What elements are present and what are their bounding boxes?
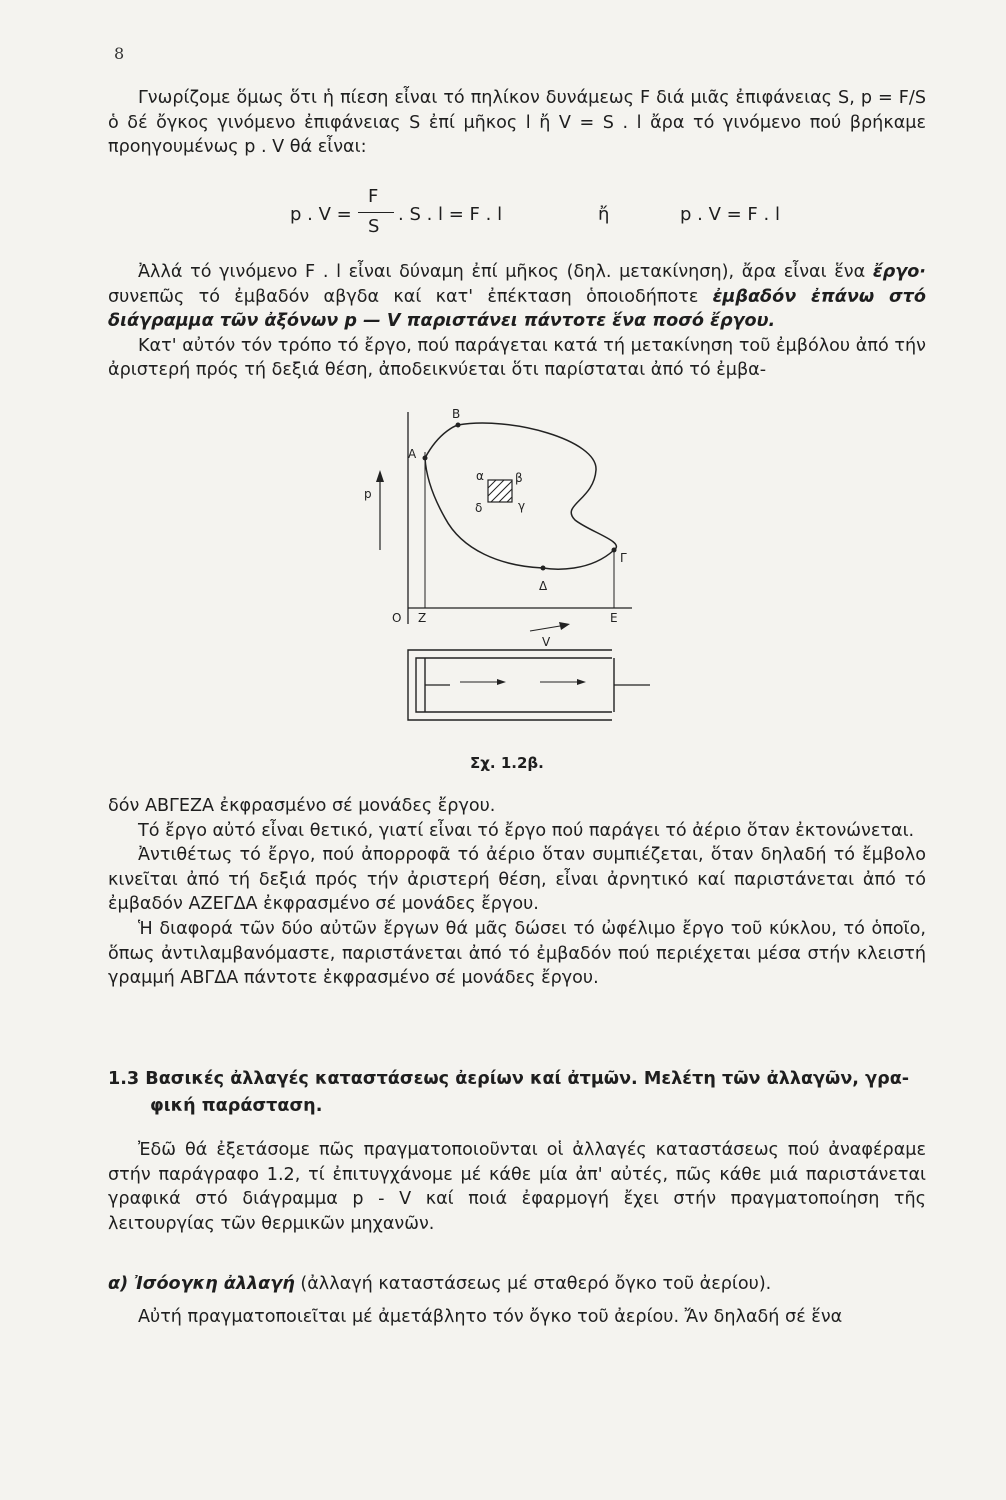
- paragraph-block-4: [108, 1272, 926, 1329]
- paragraph-2-bold-emvadon: ἐμβαδόν ἐπάνω στό διάγραμμα τῶν ἀξόνων p — V παριστάνει πάντοτε ἕνα ποσό ἔργου.: [108, 286, 926, 332]
- label-V: V: [542, 635, 551, 649]
- formula-denominator: S: [368, 216, 380, 237]
- cycle-curve: [425, 423, 616, 569]
- paragraph-2-bold-ergo: ἔργο·: [872, 262, 926, 282]
- label-beta: β: [515, 471, 523, 485]
- section-heading-line-1: 1.3 Βασικές ἀλλαγές καταστάσεως ἀερίων καί ἀτμῶν. Μελέτη τῶν ἀλλαγῶν, γρα-: [108, 1069, 910, 1089]
- label-alpha: α: [476, 469, 484, 483]
- movement-arrow-left-head: [497, 679, 506, 685]
- label-Z: Z: [418, 611, 427, 625]
- point-B: [456, 423, 461, 428]
- p-arrow-head: [376, 470, 384, 482]
- paragraph-2: [108, 260, 926, 383]
- formula: [290, 186, 810, 246]
- label-delta-small: δ: [475, 501, 483, 515]
- paragraph-2-text-a: Ἀλλά τό γινόμενο F . l εἶναι δύναμη ἐπί μῆκος (δηλ. μετακίνηση), ἄρα εἶναι ἕνα: [138, 262, 873, 282]
- subsection-title: α) Ἰσόογκη ἀλλαγή: [108, 1274, 295, 1294]
- paragraph-10-text: Αὐτή πραγματοποιεῖται μέ ἀμετάβλητο τόν ὄγκο τοῦ ἀερίου. Ἄν δηλαδή σέ ἕνα: [138, 1306, 843, 1327]
- paragraph-4-text: δόν ΑΒΓΕΖΑ ἐκφρασμένο σέ μονάδες ἔργου.: [108, 796, 496, 816]
- label-E: E: [610, 611, 618, 625]
- paragraph-2-text-c: συνεπῶς τό ἐμβαδόν αβγδα καί κατ' ἐπέκταση ὁποιοδήποτε: [108, 286, 713, 307]
- formula-numerator: F: [368, 186, 379, 207]
- point-A: [423, 456, 428, 461]
- section-heading: [108, 1066, 926, 1120]
- paragraph-1-text: Γνωρίζομε ὅμως ὅτι ἡ πίεση εἶναι τό πηλίκον δυνάμεως F διά μιᾶς ἐπιφάνειας S, p = F/S ὁ δέ ὄγκος γινόμενο ἐπιφάνειας S ἐπί μῆκος l ἤ V = S . l ἄρα τό γινόμενο πού βρήκαμε προηγουμένως p . V θά εἶναι:: [108, 88, 926, 158]
- point-D: [541, 566, 546, 571]
- label-Delta: Δ: [539, 579, 548, 593]
- label-gamma-small: γ: [518, 499, 526, 513]
- formula-fraction-bar: [358, 212, 394, 213]
- paragraph-3-text: Κατ' αὐτόν τόν τρόπο τό ἔργο, πού παράγεται κατά τή μετακίνηση τοῦ ἐμβόλου ἀπό τήν ἀριστερή πρός τή δεξιά θέση, ἀποδεικνύεται ὅτι παρίσταται ἀπό τό ἐμβα-: [108, 335, 926, 381]
- point-G: [612, 548, 617, 553]
- section-heading-line-2: φική παράσταση.: [150, 1096, 323, 1116]
- label-B: B: [452, 407, 461, 421]
- formula-rhs: p . V = F . l: [680, 204, 780, 225]
- formula-or: ἤ: [598, 204, 610, 225]
- v-arrow-head: [559, 622, 570, 630]
- label-p: p: [364, 487, 372, 501]
- paragraph-1: [108, 86, 926, 160]
- formula-rest: . S . l = F . l: [398, 204, 503, 225]
- paragraph-block-2: [108, 794, 926, 991]
- label-A: A: [408, 447, 417, 461]
- paragraph-5-text: Τό ἔργο αὐτό εἶναι θετικό, γιατί εἶναι τό ἔργο πού παράγει τό ἀέριο ὅταν ἐκτονώνεται.: [138, 820, 915, 841]
- paragraph-8-text: Ἐδῶ θά ἐξετάσομε πῶς πραγματοποιοῦνται οἱ ἀλλαγές καταστάσεως πού ἀναφέραμε στήν παράγραφο 1.2, τί ἐπιτυγχάνομε μέ κάθε μία ἀπ' αὐτές, πῶς κάθε μιά παριστάνεται γραφικά στό διάγραμμα p - V καί ποιά ἐφαρμογή ἔχει στήν πραγματοποίηση τῆς λειτουργίας τῶν θερμικῶν μηχανῶν.: [108, 1140, 926, 1234]
- paragraph-7-text: Ἡ διαφορά τῶν δύο αὐτῶν ἔργων θά μᾶς δώσει τό ὠφέλιμο ἔργο τοῦ κύκλου, τό ὁποῖο, ὅπως ἀντιλαμβανόμαστε, παριστάνεται ἀπό τό ἐμβαδόν πού περιέχεται μέσα στήν κλειστή γραμμή ΑΒΓΔΑ πάντοτε ἐκφρασμένο σέ μονάδες ἔργου.: [108, 918, 926, 989]
- formula-lhs: p . V =: [290, 204, 352, 225]
- figure-caption: Σχ. 1.2β.: [470, 754, 544, 772]
- pv-diagram: [350, 400, 680, 750]
- paragraph-block-3: [108, 1138, 926, 1236]
- subsection-subtitle: (ἀλλαγή καταστάσεως μέ σταθερό ὄγκο τοῦ ἀερίου).: [294, 1274, 772, 1294]
- label-O: O: [392, 611, 402, 625]
- label-Gamma: Γ: [620, 551, 627, 565]
- paragraph-6-text: Ἀντιθέτως τό ἔργο, πού ἀπορροφᾶ τό ἀέριο ὅταν συμπιέζεται, ὅταν δηλαδή τό ἔμβολο κινεῖται ἀπό τή δεξιά πρός τήν ἀριστερή θέση, εἶναι ἀρνητικό καί παριστάνεται ἀπό τό ἐμβαδόν ΑΖΕΓΔΑ ἐκφρασμένο σέ μονάδες ἔργου.: [108, 845, 926, 915]
- page-number: 8: [114, 44, 125, 63]
- movement-arrow-right-head: [577, 679, 586, 685]
